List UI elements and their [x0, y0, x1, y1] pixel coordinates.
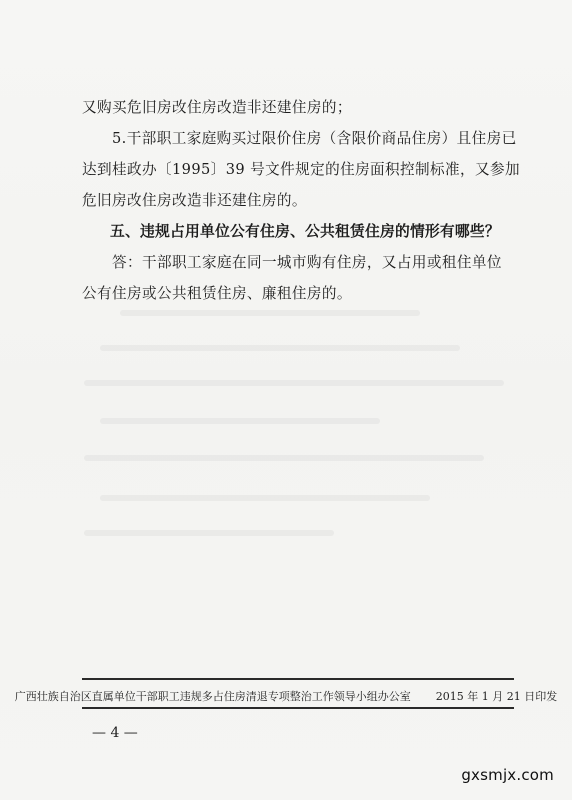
body-line: 又购买危旧房改住房改造非还建住房的； [82, 99, 352, 116]
watermark: gxsmjx.com [461, 766, 554, 784]
bleed-through-mark [100, 418, 380, 424]
footer-issuer: 广西壮族自治区直属单位干部职工违规多占住房清退专项整治工作领导小组办公室 [14, 690, 411, 703]
page-number: — 4 — [92, 725, 138, 741]
body-line: 答：干部职工家庭在同一城市购有住房，又占用或租住单位 [112, 254, 502, 271]
body-line: 公有住房或公共租赁住房、廉租住房的。 [82, 285, 352, 302]
footer-date: 2015 年 1 月 21 日印发 [435, 690, 558, 703]
footer-top-rule [82, 678, 514, 680]
bleed-through-mark [120, 310, 420, 316]
section-heading: 五、违规占用单位公有住房、公共租赁住房的情形有哪些？ [110, 223, 500, 240]
footer-issuer-line [0, 690, 572, 704]
body-line: 危旧房改住房改造非还建住房的。 [82, 192, 307, 209]
bleed-through-mark [100, 345, 460, 351]
bleed-through-mark [84, 530, 334, 536]
footer-bottom-rule [82, 707, 514, 709]
body-line: 5.干部职工家庭购买过限价住房（含限价商品住房）且住房已 [112, 130, 517, 147]
bleed-through-mark [84, 455, 484, 461]
bleed-through-mark [84, 380, 504, 386]
bleed-through-mark [100, 495, 430, 501]
body-line: 达到桂政办〔1995〕39 号文件规定的住房面积控制标准，又参加 [82, 161, 520, 178]
